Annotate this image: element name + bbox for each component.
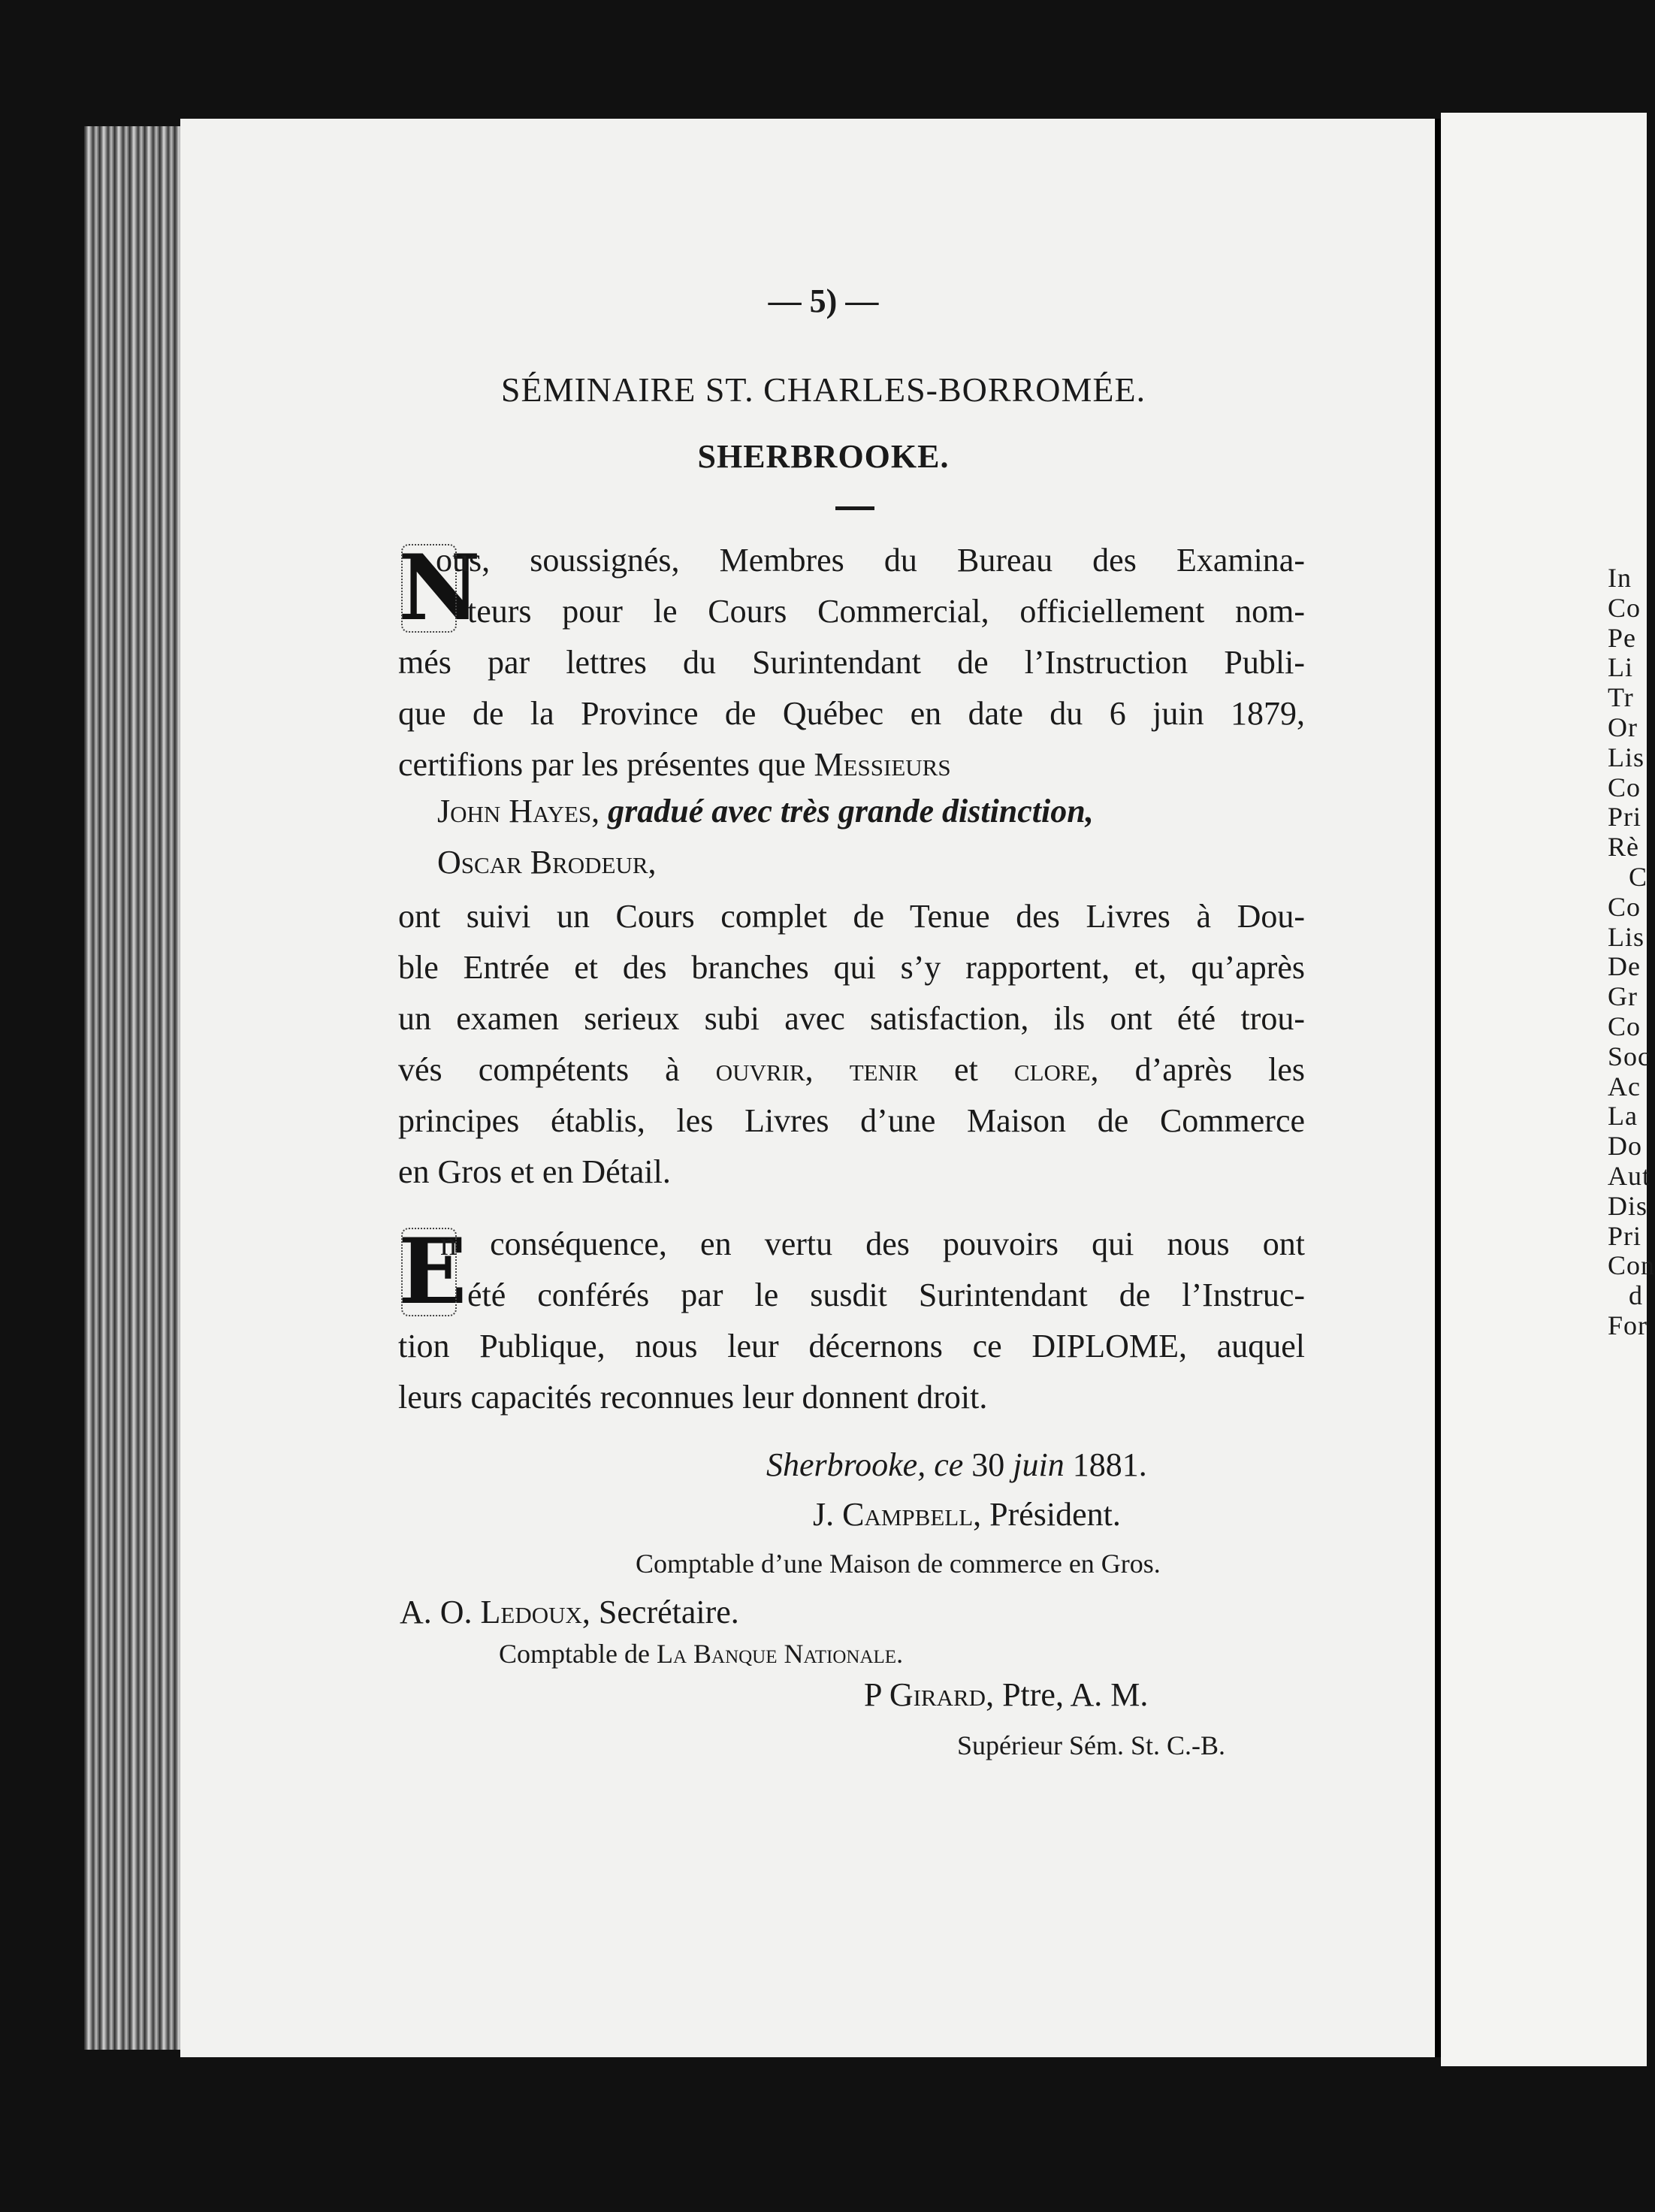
description-text: Comptable de [499, 1639, 650, 1669]
certifions-text: certifions par les présentes que [398, 746, 806, 783]
page-edge-stack [84, 126, 185, 2050]
signatory-description [499, 1638, 903, 1670]
graduate-distinction: gradué avec très grande distinction, [608, 793, 1094, 830]
graduate-entry: John Hayes, gradué avec très grande distinction, [437, 793, 1094, 830]
messieurs-label: Messieurs [814, 746, 951, 783]
signature-girard [864, 1676, 1148, 1714]
graduate-entry [437, 843, 657, 881]
right-page-fragment: Tr [1608, 682, 1634, 713]
line-text: et [954, 1051, 978, 1088]
bank-name: La Banque Nationale. [656, 1639, 904, 1669]
right-page-fragment: Li [1608, 652, 1633, 683]
graduate-name: Oscar Brodeur, [437, 844, 657, 881]
paragraph-diploma [398, 1219, 1305, 1423]
paragraph-line: que de la Province de Québec en date du 6 juin 1879, [398, 695, 1305, 732]
title-rule [835, 506, 874, 510]
right-page-fragment: Co [1608, 1011, 1641, 1041]
right-page-fragment: Co [1608, 592, 1641, 623]
paragraph-line: tion Publique, nous leur décernons ce DIPLOME, auquel [398, 1328, 1305, 1364]
right-page-fragment: Pri [1608, 802, 1642, 833]
right-page-fragment: Pri [1608, 1220, 1642, 1251]
dateline-day: 30 [971, 1446, 1005, 1483]
paragraph-line [398, 1044, 1305, 1095]
paragraph-line [398, 739, 1305, 790]
right-page-fragment: La [1608, 1101, 1638, 1132]
right-page-fragment: Pe [1608, 622, 1636, 653]
signature-ledoux [400, 1593, 739, 1631]
right-page-fragment: Dis [1608, 1190, 1648, 1221]
paragraph-line: ble Entrée et des branches qui s’y rapportent, et, qu’après [398, 949, 1305, 986]
right-page-fragment: Rè [1608, 832, 1639, 863]
document-subtitle: SHERBROOKE. [697, 438, 950, 475]
paragraph-line: leurs capacités reconnues leur donnent droit. [398, 1379, 988, 1416]
page-number: — 5) — [768, 283, 879, 319]
right-page-fragment: For [1608, 1310, 1648, 1340]
signature-campbell [813, 1495, 1121, 1534]
right-page-fragment: In [1608, 563, 1632, 593]
signatory-description: Supérieur Sém. St. C.-B. [957, 1730, 1225, 1760]
line-text: d’après les [1134, 1051, 1306, 1088]
dateline-year: 1881. [1072, 1446, 1147, 1483]
line-text: vés compétents à [398, 1051, 680, 1088]
clore-term: clore, [1013, 1051, 1099, 1088]
right-page-fragment: Lis [1608, 921, 1645, 952]
right-page-fragment: d [1629, 1280, 1643, 1311]
right-page-fragment: Lis [1608, 742, 1645, 772]
graduate-name: John Hayes [437, 793, 592, 830]
page-gutter [1435, 119, 1441, 2057]
right-page-fragment: Co [1608, 772, 1641, 802]
right-page-fragment: Soc [1608, 1041, 1650, 1071]
signatory-title: Secrétaire. [598, 1594, 739, 1630]
right-page-fragment: De [1608, 951, 1641, 982]
paragraph-course [398, 891, 1305, 1198]
paragraph-line: teurs pour le Cours Commercial, officiellement nom- [467, 593, 1305, 630]
right-page-fragment: Con [1608, 1250, 1655, 1281]
right-page-fragment: Or [1608, 712, 1638, 742]
dateline-place: Sherbrooke, ce [766, 1446, 964, 1483]
signatory-title: Ptre, A. M. [1002, 1676, 1149, 1713]
dateline [766, 1446, 1147, 1484]
drop-cap-e: E [398, 1219, 467, 1325]
right-page-fragment-list [1608, 564, 1655, 1341]
paragraph-certification [398, 535, 1305, 790]
dateline-month: juin [1013, 1446, 1065, 1483]
paragraph-line: en Gros et en Détail. [398, 1153, 671, 1190]
paragraph-line: ous, soussignés, Membres du Bureau des Examina- [436, 542, 1305, 579]
right-page-fragment: Ac [1608, 1071, 1641, 1101]
paragraph-line: principes établis, les Livres d’une Maison de Commerce [398, 1102, 1305, 1139]
signatory-name: P Girard, [864, 1676, 995, 1713]
paragraph-line: ont suivi un Cours complet de Tenue des Livres à Dou- [398, 898, 1305, 935]
paragraph-line: été conférés par le susdit Surintendant de l’Instruc- [467, 1277, 1305, 1313]
paragraph-line: n conséquence, en vertu des pouvoirs qui nous ont [440, 1225, 1305, 1262]
signatory-title: Président. [989, 1496, 1121, 1533]
tenir-term: tenir [849, 1051, 918, 1088]
signatory-name: J. Campbell, [813, 1496, 982, 1533]
right-page-fragment: Co [1608, 891, 1641, 922]
right-page-fragment: C [1629, 861, 1648, 892]
signatory-description: Comptable d’une Maison de commerce en Gros. [636, 1549, 1161, 1579]
right-page-fragment: Aut [1608, 1160, 1650, 1191]
document-title: SÉMINAIRE ST. CHARLES-BORROMÉE. [500, 370, 1146, 409]
paragraph-line: un examen serieux subi avec satisfaction, ils ont été trou- [398, 1000, 1305, 1037]
ouvrir-term: ouvrir, [715, 1051, 814, 1088]
signatory-name: A. O. Ledoux, [400, 1594, 590, 1630]
paragraph-line: més par lettres du Surintendant de l’Instruction Publi- [398, 644, 1305, 681]
right-page-fragment: Gr [1608, 981, 1638, 1012]
right-page-fragment: Do [1608, 1131, 1642, 1162]
drop-cap-n: N [398, 535, 481, 641]
